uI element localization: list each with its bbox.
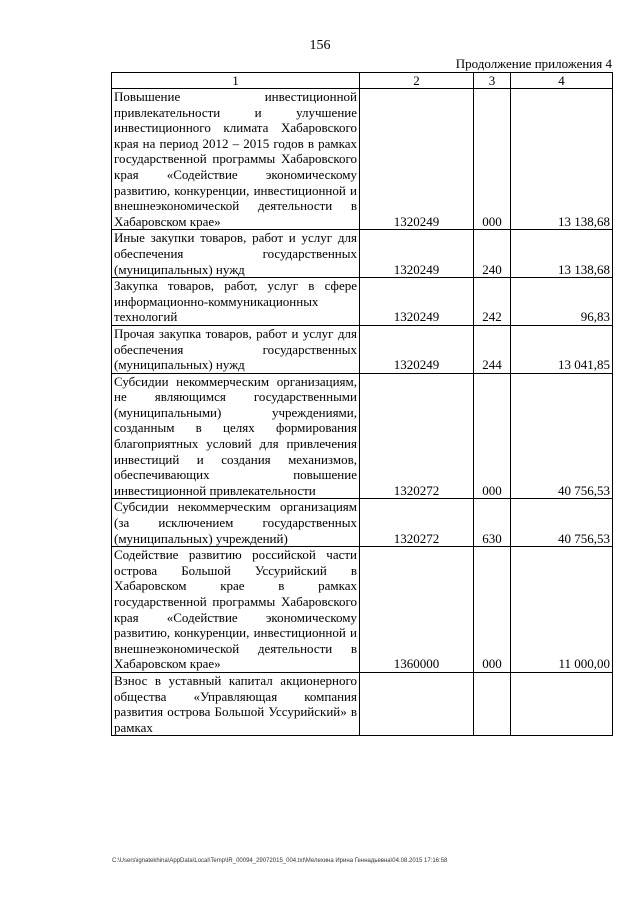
column-header: 3 (474, 73, 511, 89)
row-type: 630 (474, 499, 511, 547)
continuation-label: Продолжение приложения 4 (455, 56, 612, 71)
row-code: 1320249 (360, 89, 474, 230)
table-row (112, 672, 613, 735)
row-type: 242 (474, 278, 511, 326)
row-name: Содействие развитию российской части острова Большой Уссурийский в Хабаровском крае в рамках государственной программы Хабаровского края «Содействие экономическому развитию, конкуренции, инвестиционной и внешнеэкономической деятельности в Хабаровском крае» (112, 547, 360, 673)
row-name: Субсидии некоммерческим организациям (за исключением государственных (муниципальных) учреждений) (112, 499, 360, 547)
row-type: 000 (474, 547, 511, 673)
row-sum: 40 756,53 (511, 499, 613, 547)
table-row (112, 547, 613, 673)
row-sum (511, 672, 613, 735)
row-sum: 40 756,53 (511, 373, 613, 499)
column-header: 2 (360, 73, 474, 89)
row-type: 244 (474, 325, 511, 373)
page-number: 156 (309, 38, 331, 53)
row-code: 1320249 (360, 325, 474, 373)
table-row (112, 278, 613, 326)
row-code: 1320249 (360, 278, 474, 326)
footer-file-path: C:\Users\ignatekhina\AppData\Local\Temp\IR_00094_29072015_004.txt\Мелехина Ирина Геннадьевна\04.08.2015 17:16:58 (112, 858, 448, 864)
row-type (474, 672, 511, 735)
row-code: 1320272 (360, 499, 474, 547)
row-name: Закупка товаров, работ, услуг в сфере информационно-коммуникационных технологий (112, 278, 360, 326)
table-header-row (112, 73, 613, 89)
row-name: Прочая закупка товаров, работ и услуг для обеспечения государственных (муниципальных) нужд (112, 325, 360, 373)
row-code: 1360000 (360, 547, 474, 673)
budget-table (111, 72, 613, 736)
table-row (112, 373, 613, 499)
row-sum: 13 138,68 (511, 230, 613, 278)
table-row (112, 89, 613, 230)
row-sum: 96,83 (511, 278, 613, 326)
column-header: 4 (511, 73, 613, 89)
table-row (112, 230, 613, 278)
table-row (112, 499, 613, 547)
row-name: Субсидии некоммерческим организациям, не являющимся государственными (муниципальными) учреждениями, созданным в целях формирования благоприятных условий для привлечения инвестиций и создания механизмов, обеспечивающих повышение инвестиционной привлекательности (112, 373, 360, 499)
row-sum: 11 000,00 (511, 547, 613, 673)
row-code (360, 672, 474, 735)
row-type: 240 (474, 230, 511, 278)
row-type: 000 (474, 89, 511, 230)
row-type: 000 (474, 373, 511, 499)
row-name: Взнос в уставный капитал акционерного общества «Управляющая компания развития острова Большой Уссурийский» в рамках (112, 672, 360, 735)
table-row (112, 325, 613, 373)
row-sum: 13 041,85 (511, 325, 613, 373)
column-header: 1 (112, 73, 360, 89)
row-code: 1320272 (360, 373, 474, 499)
row-code: 1320249 (360, 230, 474, 278)
row-sum: 13 138,68 (511, 89, 613, 230)
row-name: Иные закупки товаров, работ и услуг для обеспечения государственных (муниципальных) нужд (112, 230, 360, 278)
row-name: Повышение инвестиционной привлекательности и улучшение инвестиционного климата Хабаровского края на период 2012 – 2015 годов в рамках государственной программы Хабаровского края «Содействие экономическому развитию, конкуренции, инвестиционной и внешнеэкономической деятельности в Хабаровском крае» (112, 89, 360, 230)
